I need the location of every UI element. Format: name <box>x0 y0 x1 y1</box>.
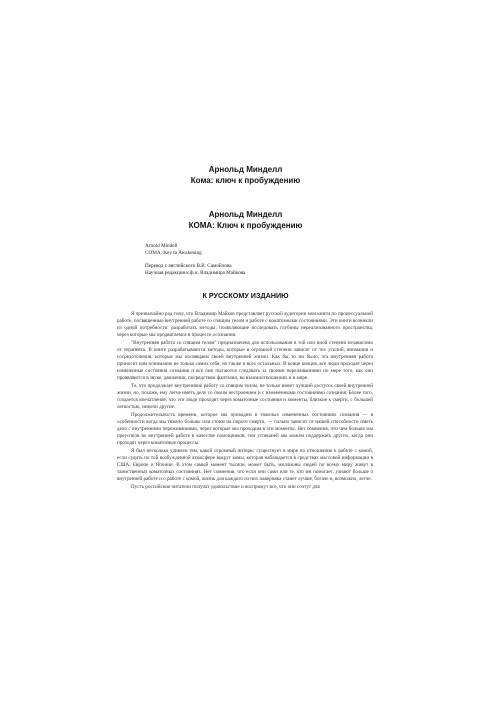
paragraph: То, что продолжает внутреннюю работу со спящим телом, не только имеет лучший доступ к своей внутренней жизни, но, похоже, ему легче иметь дело со своим нестроением и с измененными состояниями сознания. Более того, создается впечатление, что эти люди проходят через коматозные состояния и моменты, близкие к смерти, с большей легкостью, нежели другие. <box>117 383 373 411</box>
paragraph: Я чрезвычайно рад тому, что Владимир Майков представляет русской аудитории мои книги по процессуальной работе, посвященные внутренней работе со спящим телом и работе с коматозными состояниями. Эти книги возникли из одной потребности: разработать методы, позволяющие исследовать глубины нереализованного пространства, через которые мы продвигаемся в процессе осознания. <box>117 311 373 339</box>
translation-info <box>145 263 395 277</box>
paragraph: Продолжительность времени, которое мы проводим в тяжелых измененных состояниях сознания — в особенности когда мы тяжело больны или стоим на пороге смерти, — сильно зависит от нашей способности иметь дело с внутренними переживаниями, через которые мы проходим в эти моменты. Нет сомнения, что чем больше мы преуспели во внутренней работе в качестве помощников, тем успешней мы можем поддержать других, когда они проходят через коматозные процессы. <box>117 412 373 447</box>
book-title: Кома: ключ к пробуждению <box>190 175 301 185</box>
book-title-caps: КОМА: Ключ к пробуждению <box>188 220 303 230</box>
paragraph: Я был несколько удивлен тем, какой огромный интерес существует в мире по отношению к работе с комой, если судить по той возбужденной атмосфере вокруг комы, которая наблюдается в средствах массовой информации в США, Европе и Японии. В этом самый момент тысячи, может быть, миллионы людей по всему миру живут в таинственных коматозных состояниях. Нет сомнения, что если они сами или те, кто им помогает, узнают больше о внутренней работе и о работе с комой, жизнь для каждого из них наверняка станет лучше, богаче и, возможно, легче. <box>117 448 373 483</box>
author-name-repeat: Арнольд Минделл <box>208 210 283 219</box>
section-title: К РУССКОМУ ИЗДАНИЮ <box>202 291 289 300</box>
author-name: Арнольд Минделл <box>208 165 283 174</box>
editor-line: Научная редакция к.ф.н. Владимира Майкова <box>145 270 246 277</box>
paragraph: "Внутренняя работа со спящим телом" предназначена для использования в той или иной степени независимо от терапевта. В книге разрабатываются методы, которые в огромной степени зависят от тех усилий, внимания и сосредоточения, которые мы посвящаем своей внутренней жизни. Как бы то ни было, эта внутренняя работа приносит нам понимание не только самих себя, но также и всех остальных. В конце концов, все люди проходят через измененные состояния сознания и все они пытаются следовать за своими переживаниями по мере того, как они проявляются в звуке, движении, посредством фантазии, во взаимоотношениях и в мире. <box>117 339 373 382</box>
title-block-ru-caps <box>0 210 491 231</box>
original-author: Arnold Mindell <box>145 243 178 249</box>
paragraph: Пусть российские читатели получат удовольствие и воспримут все, что они сочтут для <box>131 484 320 491</box>
title-block-ru <box>0 165 491 186</box>
original-title: COMA: Key to Awakening <box>145 250 202 257</box>
preface-body <box>117 311 373 492</box>
original-edition-info <box>145 243 395 257</box>
translator-line: Перевод с английского В.В. Самойлова <box>145 263 232 269</box>
